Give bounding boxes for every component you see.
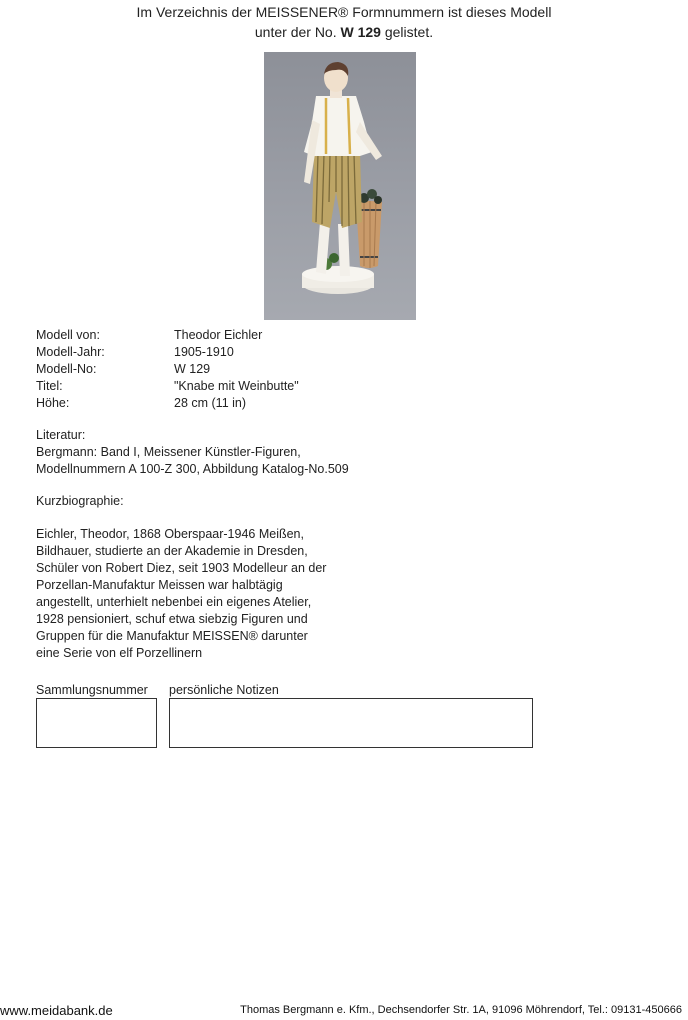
model-details: [36, 327, 299, 412]
detail-label: Titel:: [36, 379, 63, 393]
figurine-illustration: [264, 52, 416, 320]
detail-label: Modell-No:: [36, 362, 97, 376]
detail-value: 28 cm (11 in): [174, 396, 247, 410]
footer-website-link[interactable]: www.meidabank.de: [0, 1003, 113, 1018]
collection-number-field[interactable]: [36, 698, 157, 748]
detail-label: Höhe:: [36, 396, 70, 410]
biography-line: Gruppen für die Manufaktur MEISSEN® darunter: [36, 629, 308, 643]
personal-notes-field[interactable]: [169, 698, 533, 748]
footer-address: Thomas Bergmann e. Kfm., Dechsendorfer Str. 1A, 91096 Möhrendorf, Tel.: 09131-450666: [240, 1004, 682, 1016]
detail-label: Modell-Jahr:: [36, 345, 105, 359]
biography-label: Kurzbiographie:: [36, 494, 124, 508]
biography-line: angestellt, unterhielt nebenbei ein eigenes Atelier,: [36, 595, 312, 609]
collection-number-label: Sammlungsnummer: [36, 683, 148, 697]
detail-row: [36, 378, 299, 395]
detail-row: [36, 344, 299, 361]
literature-line-1: Bergmann: Band I, Meissener Künstler-Figuren,: [36, 445, 301, 459]
detail-value: 1905-1910: [174, 345, 234, 359]
literature-section: [36, 427, 349, 478]
biography-line: Eichler, Theodor, 1868 Oberspaar-1946 Meißen,: [36, 527, 304, 541]
detail-row: [36, 361, 299, 378]
biography-line: Schüler von Robert Diez, seit 1903 Modelleur an der: [36, 561, 327, 575]
detail-row: [36, 327, 299, 344]
header-line-2: unter der No. W 129 gelistet.: [254, 24, 434, 40]
detail-value: Theodor Eichler: [174, 328, 263, 342]
detail-value: "Knabe mit Weinbutte": [174, 379, 299, 393]
model-number-highlight: W 129: [340, 24, 381, 40]
page-header: [0, 2, 688, 42]
biography-line: 1928 pensioniert, schuf etwa siebzig Figuren und: [36, 612, 308, 626]
biography-section: [36, 493, 326, 662]
header-line-1: Im Verzeichnis der MEISSENER® Formnummern ist dieses Modell: [136, 4, 552, 20]
detail-label: Modell von:: [36, 328, 100, 342]
detail-row: [36, 395, 299, 412]
literature-line-2: Modellnummern A 100-Z 300, Abbildung Katalog-No.509: [36, 462, 349, 476]
biography-line: Bildhauer, studierte an der Akademie in Dresden,: [36, 544, 308, 558]
figurine-photo: [264, 52, 416, 320]
biography-line: Porzellan-Manufaktur Meissen war halbtägig: [36, 578, 283, 592]
personal-notes-label: persönliche Notizen: [169, 683, 279, 697]
detail-value: W 129: [174, 362, 211, 376]
biography-line: eine Serie von elf Porzellinern: [36, 646, 203, 660]
literature-label: Literatur:: [36, 428, 86, 442]
